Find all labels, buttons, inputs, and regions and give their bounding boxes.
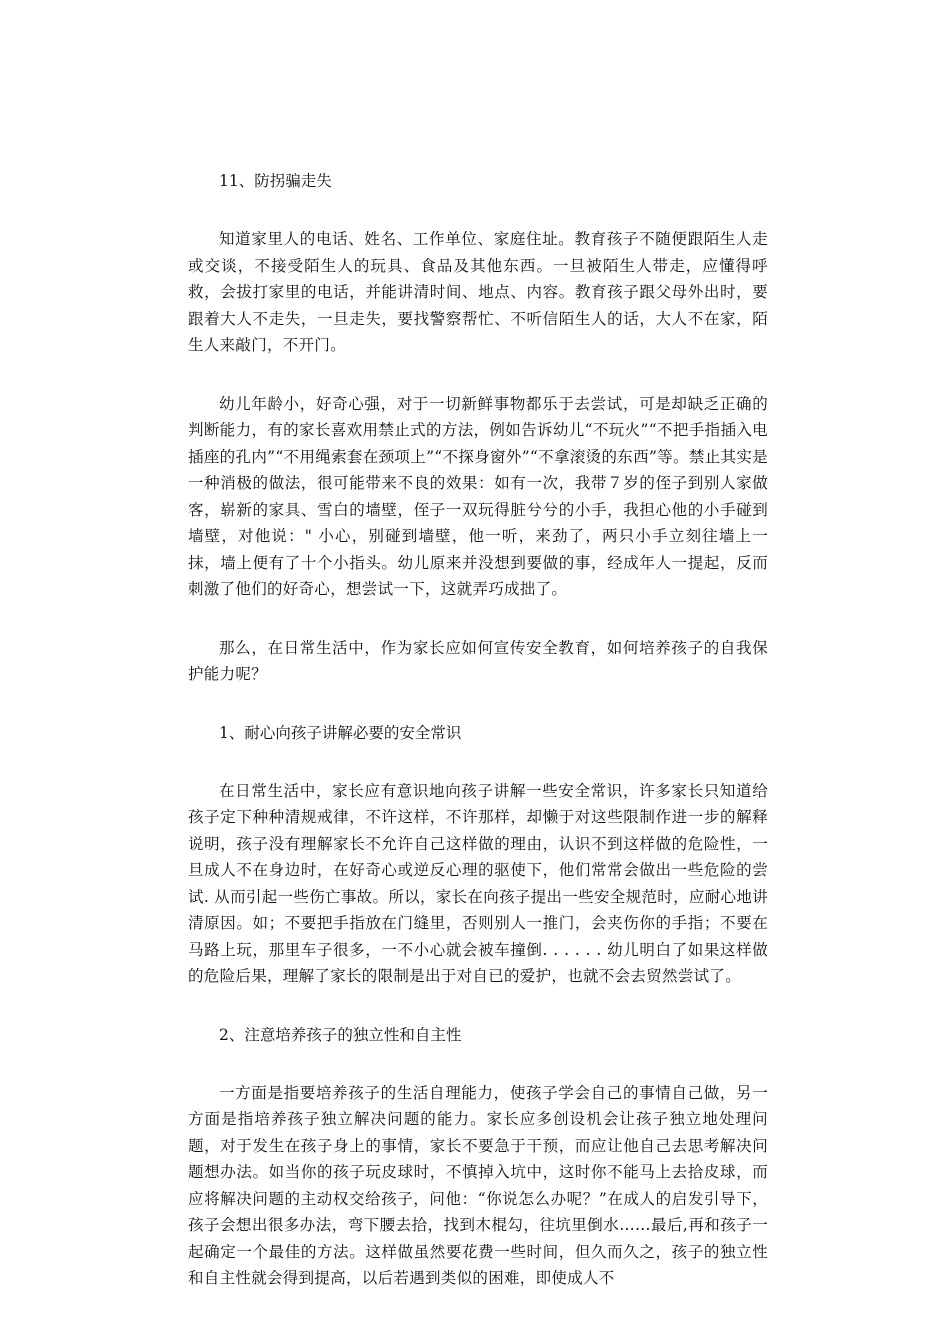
section-heading-explain-safety: 1、耐心向孩子讲解必要的安全常识 [219,723,462,742]
paragraph-independence: 一方面是指要培养孩子的生活自理能力，使孩子学会自己的事情自己做，另一方面是指培养孩子独立解决问题的能力。家长应多创设机会让孩子独立地处理问题，对于发生在孩子身上的事情，家长不要急于干预，而应让他自己去思考解决问题想办法。如当你的孩子玩皮球时，不慎掉入坑中，这时你不能马上去拾皮球，而应将解决问题的主动权交给孩子，问他：“你说怎么办呢？”在成人的启发引导下，孩子会想出很多办法，弯下腰去拾，找到木棍勾，往坑里倒水……最后,再和孩子一起确定一个最佳的方法。这样做虽然要花费一些时间，但久而久之，孩子的独立性和自主性就会得到提高，以后若遇到类似的困难，即使成人不 [188,1083,768,1287]
paragraph-curiosity: 幼儿年龄小，好奇心强，对于一切新鲜事物都乐于去尝试，可是却缺乏正确的判断能力，有的家长喜欢用禁止式的方法，例如告诉幼儿“不玩火”“不把手指插入电插座的孔内”“不用绳索套在颈项上”“不探身窗外”“不拿滚烫的东西”等。禁止其实是一种消极的做法，很可能带来不良的效果：如有一次，我带７岁的侄子到别人家做客，崭新的家具、雪白的墙壁，侄子一双玩得脏兮兮的小手，我担心他的小手碰到墙壁，对他说：" 小心，别碰到墙壁，他一听，来劲了，两只小手立刻往墙上一抹，墙上便有了十个小指头。幼儿原来并没想到要做的事，经成年人一提起，反而刺激了他们的好奇心，想尝试一下，这就弄巧成拙了。 [188,394,768,598]
section-heading-independence: 2、注意培养孩子的独立性和自主性 [219,1025,462,1044]
paragraph-explain-safety: 在日常生活中，家长应有意识地向孩子讲解一些安全常识，许多家长只知道给孩子定下种种清规戒律，不许这样，不许那样，却懒于对这些限制作进一步的解释说明，孩子没有理解家长不允许自己这样做的理由，认识不到这样做的危险性，一旦成人不在身边时，在好奇心或逆反心理的驱使下，他们常常会做出一些危险的尝试. 从而引起一些伤亡事故。所以，家长在向孩子提出一些安全规范时，应耐心地讲清原因。如；不要把手指放在门缝里，否则别人一推门，会夹伤你的手指；不要在马路上玩，那里车子很多，一不小心就会被车撞倒. . . . . . 幼儿明白了如果这样做的危险后果，理解了家长的限制是出于对自已的爱护，也就不会去贸然尝试了。 [188,781,768,985]
paragraph-question: 那么，在日常生活中，作为家长应如何宣传安全教育，如何培养孩子的自我保护能力呢？ [188,638,768,683]
document-body [188,168,768,1324]
section-heading-anti-abduction: 11、防拐骗走失 [219,172,332,190]
paragraph-know-family-info: 知道家里人的电话、姓名、工作单位、家庭住址。教育孩子不随便跟陌生人走或交谈，不接受陌生人的玩具、食品及其他东西。一旦被陌生人带走，应懂得呼救，会拔打家里的电话，并能讲清时间、地点、内容。教育孩子跟父母外出时，要跟着大人不走失，一旦走失，要找警察帮忙、不听信陌生人的话，大人不在家，陌生人来敲门，不开门。 [188,230,768,354]
